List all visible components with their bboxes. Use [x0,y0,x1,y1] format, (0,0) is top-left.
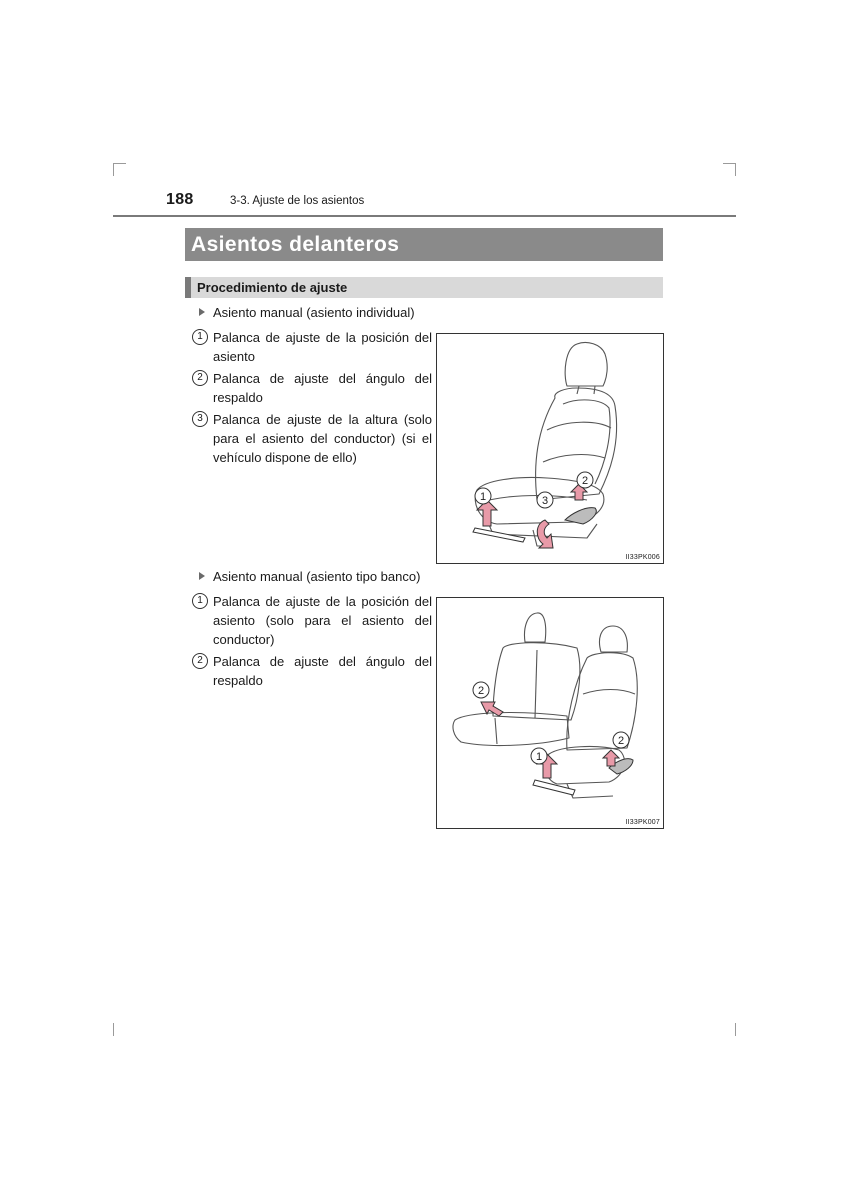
crop-mark-bottom-left [113,1023,114,1036]
svg-text:2: 2 [581,475,589,487]
list-item-text: Palanca de ajuste de la posición del asiento [213,330,432,364]
figure-code: II33PK006 [625,554,660,561]
figure-bench-seat [436,597,664,829]
list-item-text: Palanca de ajuste del ángulo del respaldo [213,371,432,405]
item-number-1-icon: 1 [192,593,208,609]
list-item [192,410,432,467]
bullet-triangle-icon [199,572,205,580]
figure-individual-seat [436,333,664,564]
list-item [192,592,432,649]
figure-code: II33PK007 [625,819,660,826]
subsection-band [185,277,663,298]
bench-seat-illustration [437,598,663,828]
individual-seat-illustration [437,334,663,563]
svg-text:1: 1 [479,491,487,503]
callout-3-icon [537,492,553,508]
bullet-individual [199,305,415,320]
callout-2-rear-icon [473,682,489,698]
crop-mark-top-right-v [735,163,736,176]
item-number-2-icon: 2 [192,653,208,669]
section-reference: 3-3. Ajuste de los asientos [230,195,365,207]
page-title: Asientos delanteros [191,233,400,256]
list-item [192,652,432,690]
callout-1-icon [475,488,491,504]
crop-mark-bottom-right [735,1023,736,1036]
item-number-3-icon: 3 [192,411,208,427]
list-item-text: Palanca de ajuste del ángulo del respaldo [213,654,432,688]
svg-text:3: 3 [541,495,549,507]
list-item-text: Palanca de ajuste de la altura (solo para el asiento del conductor) (si el vehículo dispone de ello) [213,412,432,465]
list-item-text: Palanca de ajuste de la posición del asiento (solo para el asiento del conductor) [213,594,432,647]
crop-mark-top-left-v [113,163,114,176]
svg-text:1: 1 [535,751,543,763]
svg-text:2: 2 [617,735,625,747]
svg-text:2: 2 [477,685,485,697]
callout-1-icon [531,748,547,764]
page-title-band [185,228,663,261]
list-item [192,369,432,407]
item-number-2-icon: 2 [192,370,208,386]
callout-2-icon [577,472,593,488]
page-number: 188 [166,191,194,208]
bullet-bench [199,569,420,584]
subsection-title: Procedimiento de ajuste [197,280,348,295]
crop-mark-top-left-h [113,163,126,164]
item-number-1-icon: 1 [192,329,208,345]
subsection-marker [185,277,191,298]
callout-2-driver-icon [613,732,629,748]
bullet-bench-label: Asiento manual (asiento tipo banco) [213,569,421,584]
bullet-triangle-icon [199,308,205,316]
header-rule [113,215,736,217]
list-item [192,328,432,366]
bullet-individual-label: Asiento manual (asiento individual) [213,305,415,320]
